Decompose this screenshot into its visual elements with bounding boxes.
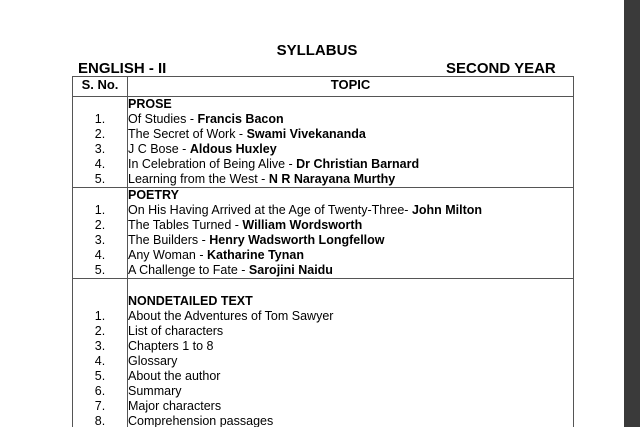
section-numbers [73,97,128,188]
topic-title: About the Adventures of Tom Sawyer [128,309,334,323]
topic-header: TOPIC [128,77,574,97]
table-header-row [73,77,574,97]
row-number: 2. [94,324,106,338]
topic-title: The Builders - [128,233,210,247]
list-item [128,203,573,218]
list-item [128,218,573,233]
section-heading: PROSE [128,97,172,111]
topic-author: Aldous Huxley [189,142,277,156]
list-item [128,369,573,384]
list-item [128,354,573,369]
section-topics [128,279,574,427]
list-item [128,414,573,427]
row-number: 2. [94,127,106,141]
section-row-nondetailed [73,279,574,427]
topic-title: J C Bose - [128,142,190,156]
list-item [128,172,573,187]
topic-title: Any Woman - [128,248,207,262]
row-number: 5. [94,263,106,277]
topic-title: Summary [128,384,182,398]
heading-spacer [73,188,127,203]
list-item [128,399,573,414]
row-number: 5. [94,369,106,383]
row-number: 7. [94,399,106,413]
list-item [128,324,573,339]
list-item [128,233,573,248]
topic-title: On His Having Arrived at the Age of Twenty-Three- [128,203,412,217]
viewer-background [624,0,640,427]
topic-title: The Secret of Work - [128,127,247,141]
section-topics [128,188,574,279]
section-heading: NONDETAILED TEXT [128,294,253,308]
row-number: 2. [94,218,106,232]
topic-author: Henry Wadsworth Longfellow [209,233,385,247]
row-number: 3. [94,339,106,353]
topic-title: In Celebration of Being Alive - [128,157,297,171]
topic-author: Dr Christian Barnard [296,157,420,171]
row-number: 4. [94,354,106,368]
row-number: 1. [94,112,106,126]
section-topics [128,97,574,188]
list-item [128,112,573,127]
row-number: 5. [94,172,106,186]
row-number: 1. [94,309,106,323]
subject-label: ENGLISH - II [78,60,167,77]
list-item [128,157,573,172]
section-numbers [73,188,128,279]
topic-title: The Tables Turned - [128,218,243,232]
heading-spacer [73,294,127,309]
syllabus-table [72,76,574,427]
row-number: 3. [94,233,106,247]
topic-title: Glossary [128,354,178,368]
topic-title: About the author [128,369,221,383]
topic-title: Learning from the West - [128,172,269,186]
document-title: SYLLABUS [276,42,358,59]
heading-spacer [73,97,127,112]
topic-title: Comprehension passages [128,414,274,427]
list-item [128,127,573,142]
row-number: 6. [94,384,106,398]
sno-header: S. No. [73,77,128,97]
year-label: SECOND YEAR [446,60,556,77]
list-item [128,248,573,263]
section-heading: POETRY [128,188,179,202]
topic-author: Katharine Tynan [206,248,304,262]
row-number: 1. [94,203,106,217]
topic-author: N R Narayana Murthy [268,172,396,186]
topic-author: Sarojini Naidu [248,263,333,277]
topic-author: John Milton [411,203,483,217]
section-numbers [73,279,128,427]
topic-title: Of Studies - [128,112,198,126]
list-item [128,339,573,354]
list-item [128,142,573,157]
row-number: 4. [94,157,106,171]
row-number: 3. [94,142,106,156]
list-item [128,263,573,278]
list-item [128,309,573,324]
list-item [128,384,573,399]
topic-title: A Challenge to Fate - [128,263,249,277]
row-number: 4. [94,248,106,262]
section-row-prose [73,97,574,188]
topic-title: Chapters 1 to 8 [128,339,214,353]
section-row-poetry [73,188,574,279]
topic-author: Swami Vivekananda [246,127,366,141]
topic-author: William Wordsworth [242,218,363,232]
row-number: 8. [94,414,106,427]
heading-spacer [73,279,127,294]
topic-title: List of characters [128,324,224,338]
section-gap [128,279,573,294]
topic-title: Major characters [128,399,222,413]
topic-author: Francis Bacon [197,112,284,126]
